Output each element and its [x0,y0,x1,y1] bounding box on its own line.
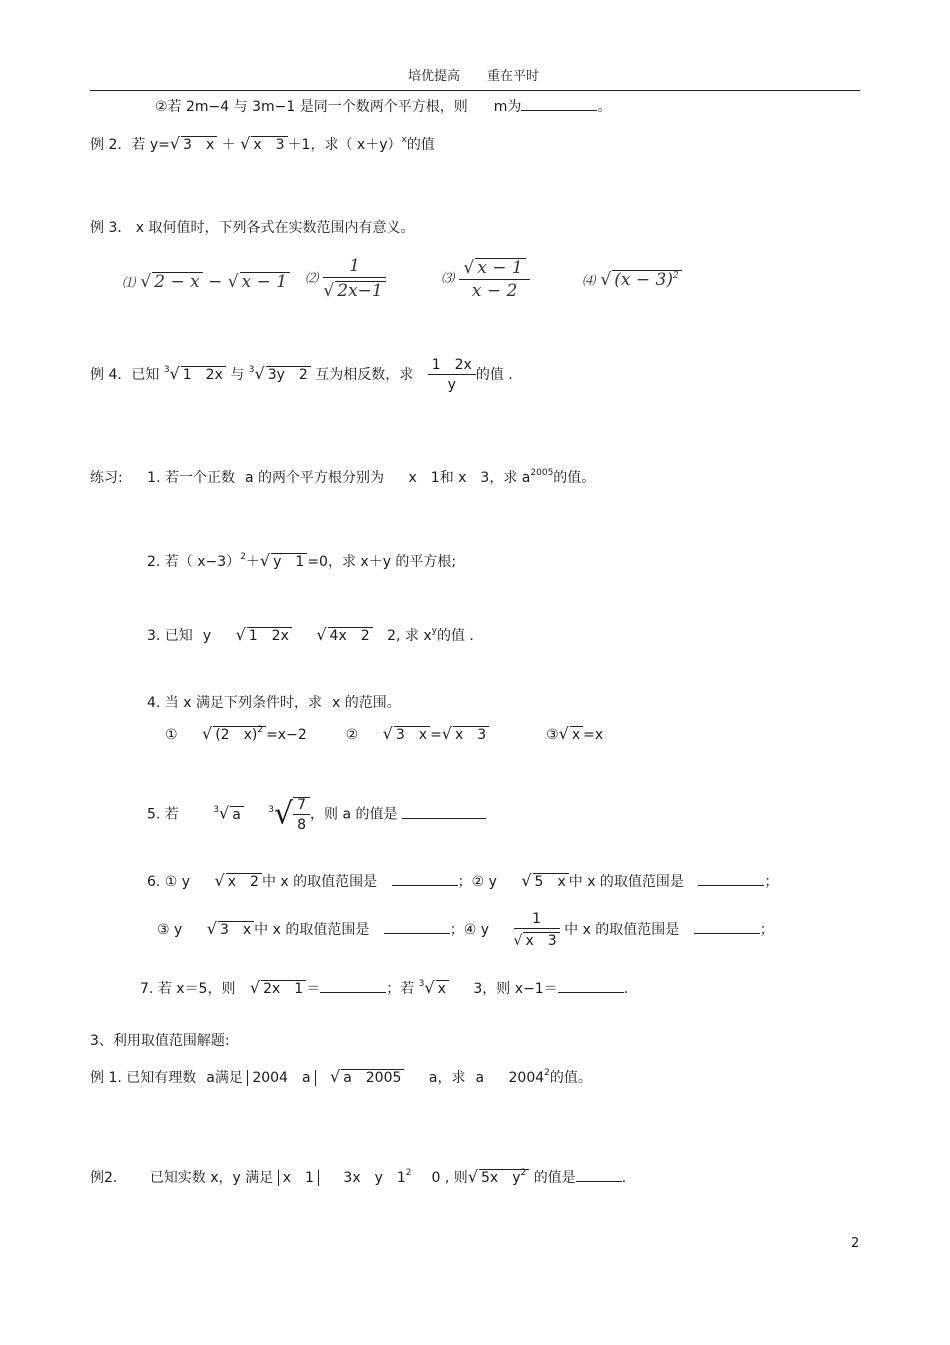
practice-3: 3. 已知 y √ 1 2x √ 4x 2 2, 求 $x^y$的值 . [147,625,474,644]
example-3-item-3: ⑶ $\frac{√ x - 1}{x - 2}$ [441,258,530,300]
practice-7: 7. 若 x＝5，则 √ 2x 1 ＝ ；若 $^3$√ x 3，则 x−1＝ . [140,978,629,997]
practice-2: 2. 若（ x−3）$^2$＋√ y 1 =0，求 x＋y 的平方根; [147,551,457,570]
header-left: 培优提高 [408,69,461,84]
section-3-example-1: 例 1. 已知有理数 a满足 2004 a √ a 2005 a，求 a 2004$^2$的值。 [90,1067,592,1086]
example-3-item-1: ⑴ √ 2 − x − √ x − 1 [122,272,290,291]
practice-6-line-1: 6. ① y √ x 2 中 x 的取值范围是 ；② y √ 5 x 中 x 的取值范围是 ； [147,871,779,890]
question-top: ②若 2m−4 与 3m−1 是同一个数两个平方根，则 m为 。 [155,99,612,115]
practice-1: 练习: 1. 若一个正数 a 的两个平方根分别为 x 1和 x 3，求 $a^{2005}$的值。 [90,468,596,486]
practice-5: 5. 若 $^3$√ a $^3$√ $\frac{7}{8}$ ，则 a 的值是 [147,797,486,832]
header-right: 重在平时 [487,69,540,84]
practice-4-conditions: ① √ (2 x)$^2$ =x−2 ② √ 3 x =√ x 3 ③√ x =x [165,724,604,743]
practice-4-title: 4. 当 x 满足下列条件时，求 x 的范围。 [147,695,401,711]
page-number: 2 [851,1236,860,1251]
section-3-example-2: 例2. 已知实数 x，y 满足 x 1 3x y $1^2$ 0 , 则√ 5x $y^2$ 的值是 . [90,1167,627,1186]
answer-blank [521,98,597,111]
example-3-title: 例 3． x 取何值时，下列各式在实数范围内有意义。 [90,220,415,236]
practice-6-line-2: ③ y √ 3 x 中 x 的取值范围是 ；④ y $\frac{1}{√ x 3}$ 中 x 的取值范围是 ； [157,911,774,949]
example-3-item-4: ⑷ √ $(x - 3)^2$ [582,270,682,289]
section-3-title: 3、利用取值范围解题: [90,1033,230,1049]
example-3-item-2: ⑵ $\frac{1}{√ 2x-1}$ [305,258,386,300]
header-rule [90,90,860,91]
example-4: 例 4．已知 $^3$√ 1 2x 与 $^3$√ 3y 2 互为相反数，求 $\frac{1 2x}{y}$ 的值 . [90,357,513,393]
example-2: 例 2．若 y=√ 3 x ＋ √ x 3 ＋1，求（ x＋y）$^x$的值 [90,134,435,153]
